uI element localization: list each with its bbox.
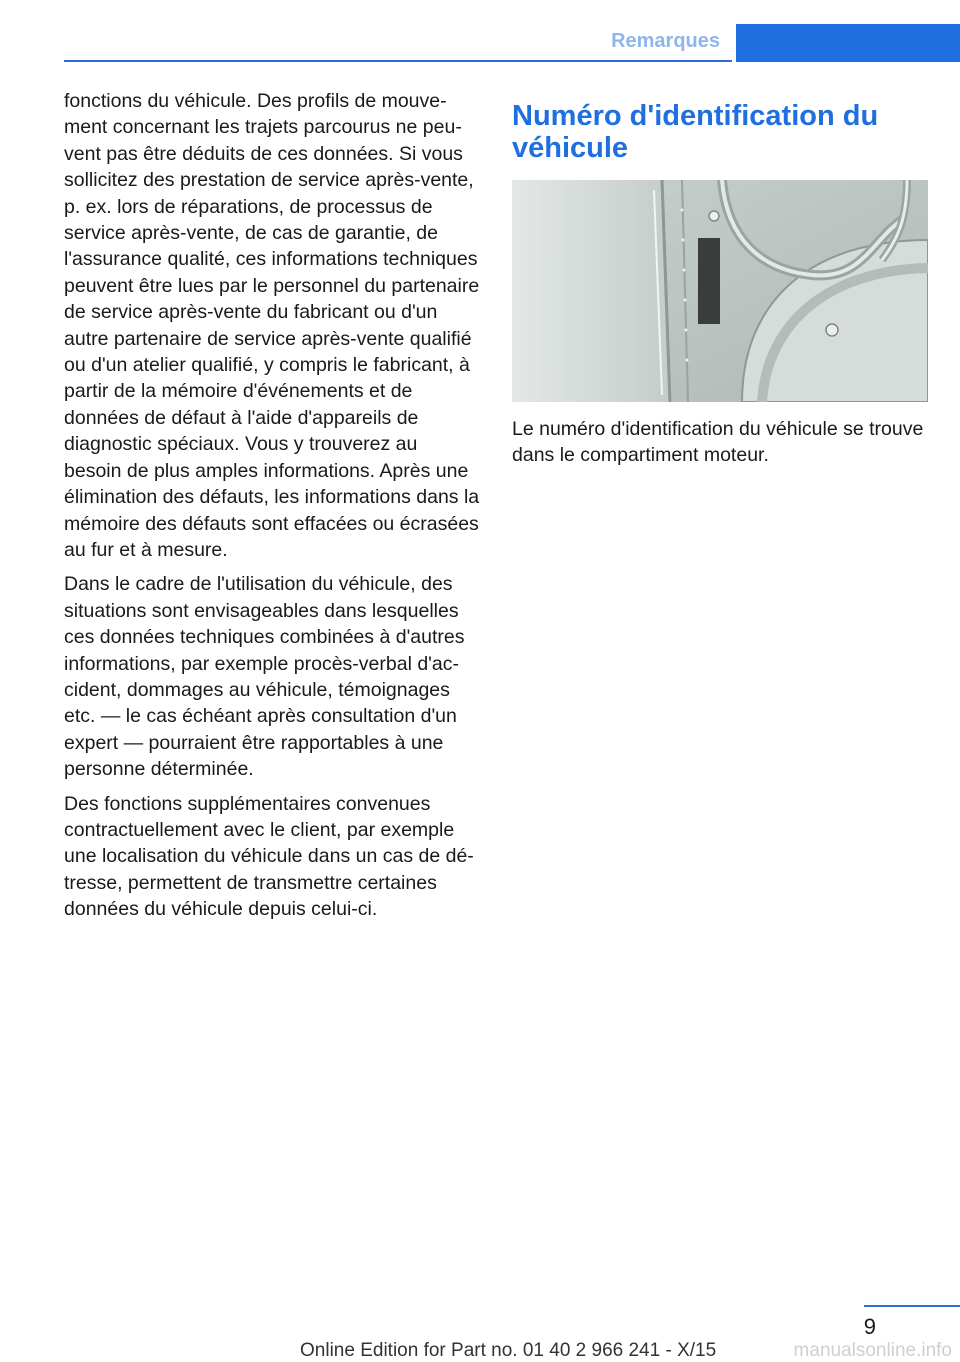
left-column [64, 88, 480, 931]
engine-compartment-figure [512, 180, 928, 402]
figure-caption: Le numéro d'identification du véhicule se trouve dans le compartiment moteur. [512, 418, 924, 467]
paragraph: Dans le cadre de l'utilisation du véhicule, des situations sont envisageables dans lesquelles ces données techniques combinées à d'autres informations, par exemple procès-verbal d'accident, dommages au véhicule, témoignages etc. — le cas échéant après consultation d'un expert — pourraient être rapportables à une personne déterminée. [64, 573, 465, 781]
watermark: manualsonline.info [793, 1340, 952, 1361]
header-section-label: Remarques [611, 30, 720, 52]
header-rule [64, 60, 732, 62]
engine-compartment-illustration [512, 180, 928, 402]
paragraph: fonctions du véhicule. Des profils de mouvement concernant les trajets parcourus ne peuvent pas être déduits de ces données. Si vous sollicitez des prestation de service après-vente, p. ex. lors de réparations, de processus de service après-vente, de cas de garantie, de l'assurance qualité, ces informations techniques peuvent être lues par le personnel du partenaire de service après-vente du fabricant ou d'un autre partenaire de service après-vente qualifié ou d'un atelier qualifié, y compris le fabricant, à partir de la mémoire d'événements et de données de défaut à l'aide d'appareils de diagnostic spéciaux. Vous y trouverez au besoin de plus amples informations. Après une élimination des défauts, les informations dans la mémoire des défauts sont effacées ou écrasées au fur et à mesure. [64, 90, 480, 561]
paragraph: Des fonctions supplémentaires convenues contractuellement avec le client, par exemple une localisation du véhicule dans un cas de détresse, permettent de transmettre certaines données du véhicule depuis celui-ci. [64, 792, 474, 921]
page-number: 9 [863, 1314, 876, 1339]
edition-text: Online Edition for Part no. 01 40 2 966 241 - X/15 [300, 1340, 717, 1361]
right-column [512, 100, 928, 477]
vin-plate-marker [698, 238, 720, 324]
header-color-block [736, 24, 960, 62]
footer-rule [864, 1305, 960, 1307]
section-title: Numéro d'identification du véhicule [512, 100, 879, 164]
